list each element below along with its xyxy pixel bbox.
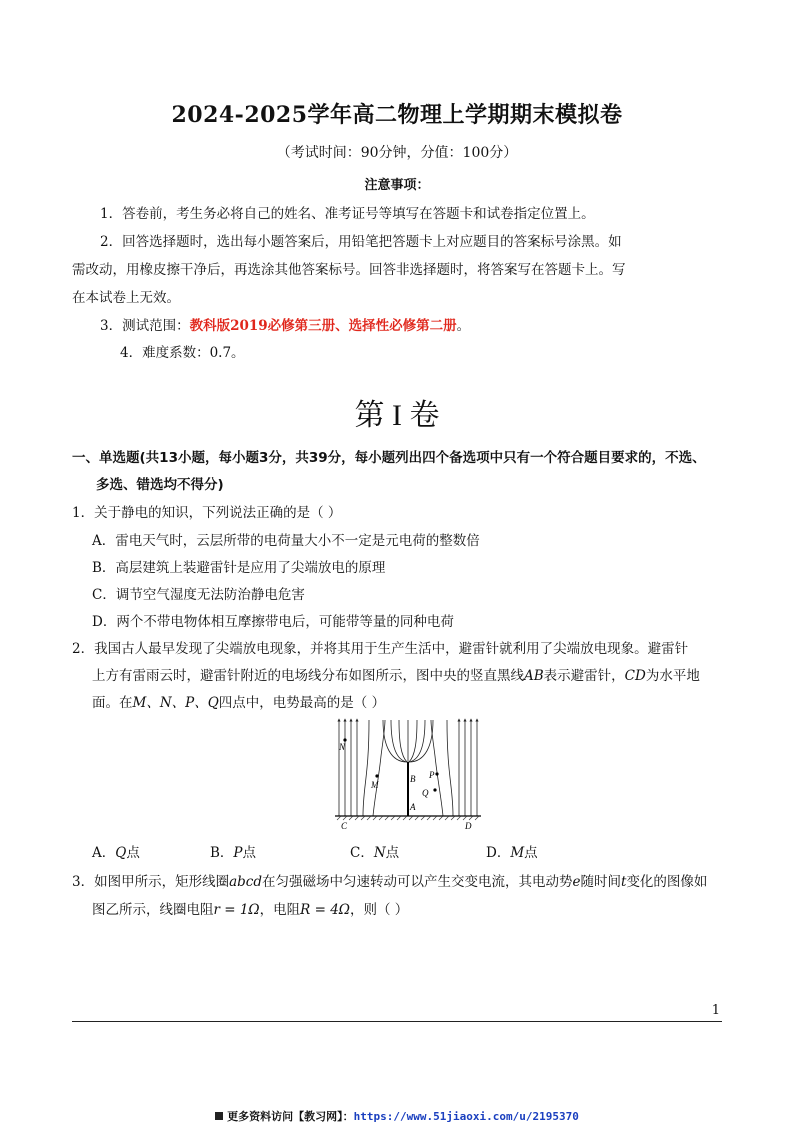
fig-label-d: D — [465, 821, 472, 831]
q3-line2-text-c: ，则（ ） — [349, 902, 409, 918]
point-m-marker — [375, 774, 378, 777]
q1-option-c: C．调节空气湿度无法防治静电危害 — [92, 587, 305, 603]
q3-resistor-value: R = 4Ω — [300, 902, 350, 918]
footer-banner — [0, 1108, 794, 1124]
q3-emf-symbol: e — [572, 874, 581, 890]
notice-item-2-line2: 需改动，用橡皮擦干净后，再选涂其他答案标号。回答非选择题时，将答案写在答题卡上。写 — [72, 262, 626, 278]
q2-option-a-letter: A． — [92, 845, 116, 861]
fig-label-a: A — [410, 802, 416, 812]
lightning-rod-field-figure — [333, 716, 483, 832]
q2-option-d-suffix: 点 — [524, 845, 538, 861]
footer-link[interactable]: https://www.51jiaoxi.com/u/2195370 — [353, 1110, 579, 1123]
q2-line2-text-a: 上方有雷雨云时，避雷针附近的电场线分布如图所示，图中央的竖直黑线 — [92, 668, 524, 684]
q2-line3 — [92, 691, 385, 711]
q2-line2 — [92, 664, 700, 684]
q2-option-b-letter: B． — [210, 845, 234, 861]
q1-option-b: B．高层建筑上装避雷针是应用了尖端放电的原理 — [92, 560, 386, 576]
part1-heading-line2: 多选、错选均不得分) — [96, 477, 224, 493]
q3-line1-text-c: 随时间 — [580, 874, 621, 890]
q2-line3-text-b: 四点中，电势最高的是（ ） — [218, 695, 386, 711]
fig-label-c: C — [341, 821, 348, 831]
flag-icon — [215, 1112, 223, 1120]
q3-line2 — [92, 898, 408, 918]
q3-time-symbol: t — [621, 874, 627, 890]
q3-coil-resistance: r = 1Ω — [213, 902, 260, 918]
q2-option-b — [210, 841, 256, 861]
point-p-marker — [435, 772, 438, 775]
q2-option-c-suffix: 点 — [385, 845, 400, 861]
notice-heading: 注意事项： — [364, 178, 430, 193]
fig-label-p: P — [429, 770, 435, 780]
q2-option-b-suffix: 点 — [242, 845, 257, 861]
notice-item-1: 1．答卷前，考生务必将自己的姓名、准考证号等填写在答题卡和试卷指定位置上。 — [100, 206, 595, 222]
q2-line1: 2．我国古人最早发现了尖端放电现象，并将其用于生产生活中，避雷针就利用了尖端放电现象。避雷针 — [72, 641, 689, 657]
q3-line2-text-a: 图乙所示，线圈电阻 — [92, 902, 214, 918]
notice-item-4: 4．难度系数：0.7。 — [120, 345, 245, 361]
q2-label-ab: AB — [524, 668, 544, 684]
fig-label-q: Q — [422, 788, 429, 798]
section-title: 第 I 卷 — [354, 399, 440, 432]
q2-option-c-point: N — [373, 845, 386, 861]
q1-stem: 1．关于静电的知识，下列说法正确的是（ ） — [72, 505, 342, 521]
page-title: 2024-2025学年高二物理上学期期末模拟卷 — [171, 102, 623, 128]
q2-option-a-suffix: 点 — [126, 845, 140, 861]
test-scope: 教科版2019必修第三册、选择性必修第二册 — [189, 318, 457, 334]
q3-line1-text-d: 变化的图像如 — [626, 874, 708, 890]
q2-line2-text-b: 表示避雷针， — [543, 668, 625, 684]
q3-line1-text-a: 3．如图甲所示，矩形线圈 — [72, 874, 230, 890]
footer-text: 更多资料访问【教习网】： — [227, 1110, 354, 1123]
point-q-marker — [433, 788, 436, 791]
notice-item-2-line1: 2．回答选择题时，选出每小题答案后，用铅笔把答题卡上对应题目的答案标号涂黑。如 — [100, 234, 622, 250]
q1-option-d: D．两个不带电物体相互摩擦带电后，可能带等量的同种电荷 — [92, 614, 454, 630]
q2-points: M、N、P、Q — [132, 695, 219, 711]
q2-option-a — [92, 841, 140, 861]
q3-line2-text-b: ，电阻 — [259, 902, 301, 918]
q2-option-d-letter: D． — [486, 845, 511, 861]
q2-option-d — [486, 841, 538, 861]
q2-line3-text-a: 面。在 — [92, 695, 133, 711]
part1-heading-line1: 一、单选题(共13小题，每小题3分，共39分，每小题列出四个备选项中只有一个符合题目要求的，不选、 — [72, 450, 706, 466]
q2-line2-text-c: 为水平地 — [645, 668, 700, 684]
q2-option-b-point: P — [233, 845, 243, 861]
q3-line1-text-b: 在匀强磁场中匀速转动可以产生交变电流，其电动势 — [262, 874, 573, 890]
q2-option-c-letter: C． — [350, 845, 374, 861]
notice-item-3-suffix: 。 — [456, 318, 471, 334]
footer-divider — [72, 1021, 722, 1022]
q3-line1 — [72, 870, 707, 890]
page-number: 1 — [711, 1003, 720, 1018]
q3-coil-label: abcd — [229, 874, 262, 890]
q1-option-a: A．雷电天气时，云层所带的电荷量大小不一定是元电荷的整数倍 — [92, 533, 480, 549]
q2-label-cd: CD — [624, 668, 646, 684]
q2-option-a-point: Q — [115, 845, 127, 861]
fig-label-n: N — [339, 742, 346, 752]
fig-label-m: M — [371, 780, 379, 790]
notice-item-2-line3: 在本试卷上无效。 — [72, 290, 180, 306]
q2-option-d-point: M — [510, 845, 525, 861]
notice-item-3 — [100, 314, 470, 334]
notice-item-3-prefix: 3．测试范围： — [100, 318, 190, 334]
q2-option-c — [350, 841, 399, 861]
fig-label-b: B — [410, 774, 416, 784]
exam-info: （考试时间：90分钟，分值：100分） — [276, 145, 518, 161]
